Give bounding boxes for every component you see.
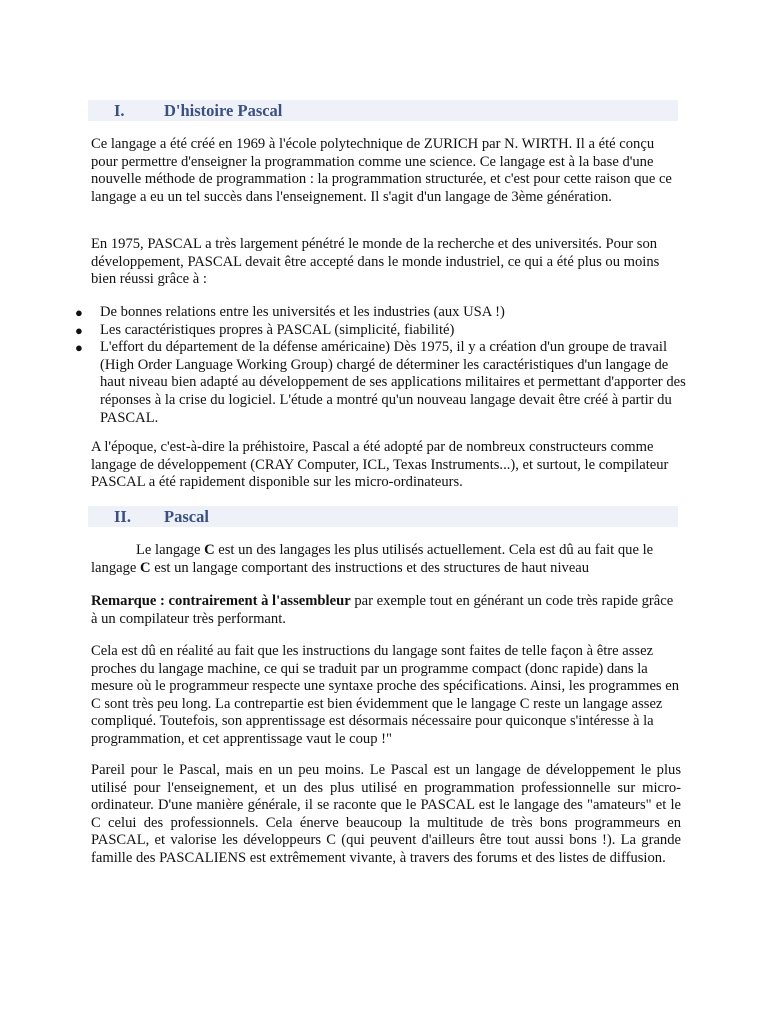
- section-1-paragraph-2: En 1975, PASCAL a très largement pénétré le monde de la recherche et des universités. Pour son développement, PASCAL devait être accepté dans le monde industriel, ce qui a été plus ou moins bien réussi grâce à :: [91, 236, 660, 288]
- section-2-paragraph-1: [91, 542, 681, 577]
- section-2-p1-part-b: est un des langages les plus utilisés actuellement. Cela est dû au fait que le langage: [91, 542, 654, 576]
- list-item-text: De bonnes relations entre les universités et les industries (aux USA !): [100, 304, 505, 320]
- bullet-icon: ●: [75, 322, 83, 338]
- section-2-remark: [91, 593, 681, 628]
- section-2-p1-part-c: est un langage comportant des instructions et des structures de haut niveau: [150, 559, 590, 576]
- section-2-p1-c-1: C: [204, 542, 215, 558]
- remark-label: Remarque : contrairement à l'assembleur: [91, 593, 351, 609]
- list-item: [0, 339, 690, 427]
- section-2-p1-part-a: Le langage: [136, 542, 205, 558]
- list-item-text: L'effort du département de la défense américaine) Dès 1975, il y a création d'un groupe de travail (High Order Language Working Group) chargé de déterminer les caractéristiques d'un langage de haut niveau bien adapté au développement de ses applications militaires et permettant d'apporter des réponses à la crise du logiciel. L'étude a montré qu'un nouveau langage devait être créé à partir du PASCAL.: [100, 339, 686, 426]
- section-2-p1-c-2: C: [140, 559, 151, 576]
- section-2-number: II.: [114, 507, 131, 526]
- remark-text: par exemple tout en générant un code très rapide grâce à un compilateur très performant.: [91, 593, 674, 627]
- bullet-icon: ●: [75, 340, 83, 356]
- section-2-title: Pascal: [164, 507, 209, 526]
- section-1-title: D'histoire Pascal: [164, 101, 283, 120]
- section-1-paragraph-1: Ce langage a été créé en 1969 à l'école polytechnique de ZURICH par N. WIRTH. Il a été conçu pour permettre d'enseigner la programmation comme une science. Ce langage est à la base d'une nouvelle méthode de programmation : la programmation structurée, et c'est pour cette raison que ce langage a eu un tel succès dans l'enseignement. Il s'agit d'un langage de 3ème génération.: [91, 136, 672, 205]
- section-1-bullet-list: [0, 304, 690, 427]
- list-item: [0, 322, 690, 340]
- list-item: [0, 304, 690, 322]
- section-2-paragraph-3: Cela est dû en réalité au fait que les instructions du langage sont faites de telle façon à être assez proches du langage machine, ce qui se traduit par un programme compact (donc rapide) dans la mesure où le programmeur respecte une syntaxe proche des spécifications. Ainsi, les programmes en C sont très peu long. La contrepartie est bien évidemment que le langage C reste un langage assez compliqué. Toutefois, son apprentissage est désormais nécessaire pour quiconque s'intéresse à la programmation, et cet apprentissage vaut le coup !": [91, 643, 680, 747]
- section-1-paragraph-3: A l'époque, c'est-à-dire la préhistoire, Pascal a été adopté par de nombreux constructeurs comme langage de développement (CRAY Computer, ICL, Texas Instruments...), et surtout, le compilateur PASCAL a été rapidement disponible sur les micro-ordinateurs.: [91, 439, 669, 491]
- section-2-paragraph-4: Pareil pour le Pascal, mais en un peu moins. Le Pascal est un langage de développement le plus utilisé pour l'enseignement, et un des plus utilisé en programmation professionnelle sur micro-ordinateur. D'une manière générale, il se raconte que le PASCAL est le langage des "amateurs" et le C celui des professionnels. Cela énerve beaucoup la multitude de très bons programmeurs en PASCAL, et valorise les développeurs C (qui peuvent d'ailleurs être tout aussi bons !). La grande famille des PASCALIENS est extrêmement vivante, à travers des forums et des listes de diffusion.: [91, 762, 681, 866]
- section-1-number: I.: [114, 101, 125, 120]
- list-item-text: Les caractéristiques propres à PASCAL (simplicité, fiabilité): [100, 321, 455, 338]
- bullet-icon: ●: [75, 305, 83, 320]
- section-2-heading: [88, 506, 678, 527]
- section-1-heading: [88, 100, 678, 121]
